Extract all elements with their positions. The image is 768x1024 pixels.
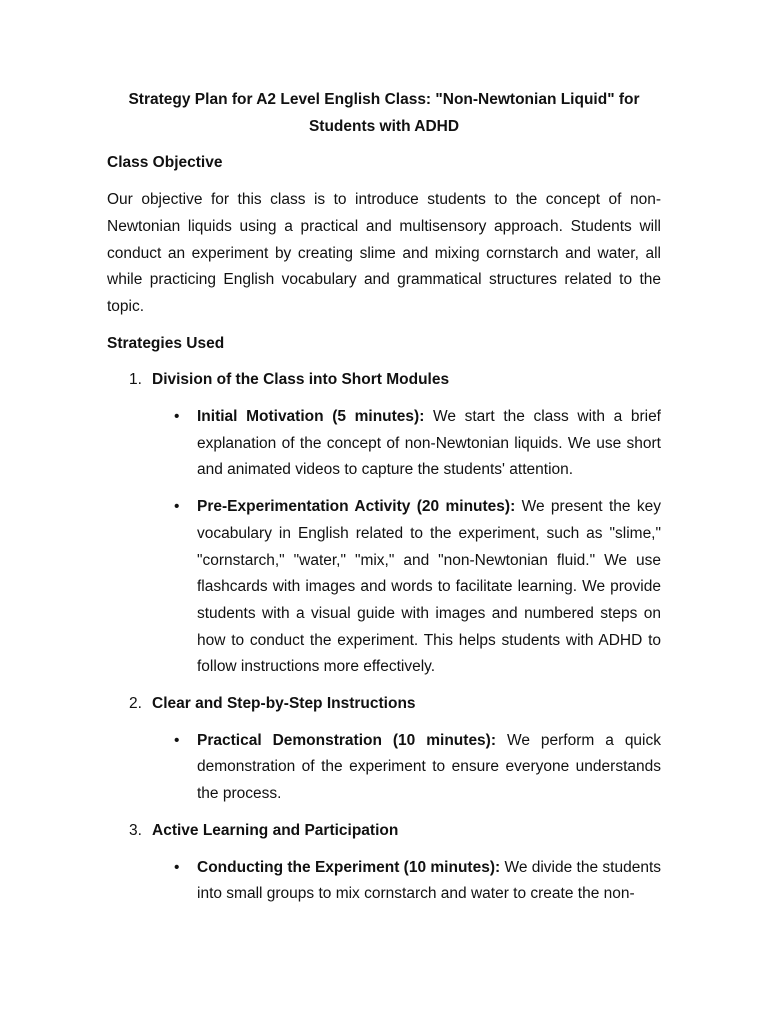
strategy-number: 2.: [129, 695, 142, 713]
strategy-item: [107, 818, 661, 908]
bullet-item: [107, 728, 661, 808]
bullet-item: [107, 404, 661, 484]
bullet-label: Practical Demonstration (10 minutes):: [197, 731, 497, 749]
bullet-label: Pre-Experimentation Activity (20 minutes):: [197, 498, 516, 516]
strategies-list: [107, 367, 661, 908]
bullet-text: We divide the students into small groups to mix cornstarch and water to create the non-: [197, 858, 661, 903]
bullet-icon: •: [174, 731, 180, 749]
document-title: Strategy Plan for A2 Level English Class: "Non-Newtonian Liquid" for Students with ADHD: [128, 91, 640, 135]
bullet-list: [107, 855, 661, 908]
bullet-label: Conducting the Experiment (10 minutes):: [197, 858, 501, 876]
bullet-text: We perform a quick demonstration of the experiment to ensure everyone understands the process.: [197, 731, 661, 803]
strategy-title: Division of the Class into Short Modules: [152, 371, 450, 389]
bullet-label: Initial Motivation (5 minutes):: [197, 408, 425, 426]
strategy-number: 1.: [129, 371, 142, 389]
bullet-item: [107, 494, 661, 681]
bullet-list: [107, 728, 661, 808]
strategy-title: Active Learning and Participation: [152, 821, 399, 839]
bullet-icon: •: [174, 498, 180, 516]
bullet-icon: •: [174, 858, 180, 876]
bullet-list: [107, 404, 661, 681]
objective-paragraph: Our objective for this class is to introduce students to the concept of non-Newtonian liquids using a practical and multisensory approach. Students will conduct an experiment by creating slime and mixing cornstarch and water, all while practicing English vocabulary and grammatical structures related to the topic.: [107, 191, 661, 315]
strategy-title: Clear and Step-by-Step Instructions: [152, 695, 416, 713]
bullet-text: We present the key vocabulary in English related to the experiment, such as "slime," "cornstarch," "water," "mix," and "non-Newtonian fluid." We use flashcards with images and words to facilitate learning. We provide students with a visual guide with images and numbered steps on how to conduct the experiment. This helps students with ADHD to follow instructions more effectively.: [197, 498, 661, 676]
strategy-number: 3.: [129, 821, 142, 839]
bullet-item: [107, 855, 661, 908]
strategies-heading: Strategies Used: [107, 334, 225, 352]
strategy-item: [107, 367, 661, 681]
bullet-text: We start the class with a brief explanation of the concept of non-Newtonian liquids. We use short and animated videos to capture the students' attention.: [197, 408, 661, 479]
objective-heading: Class Objective: [107, 154, 223, 172]
document-body: [107, 87, 661, 918]
strategy-item: [107, 691, 661, 808]
bullet-icon: •: [174, 408, 180, 426]
